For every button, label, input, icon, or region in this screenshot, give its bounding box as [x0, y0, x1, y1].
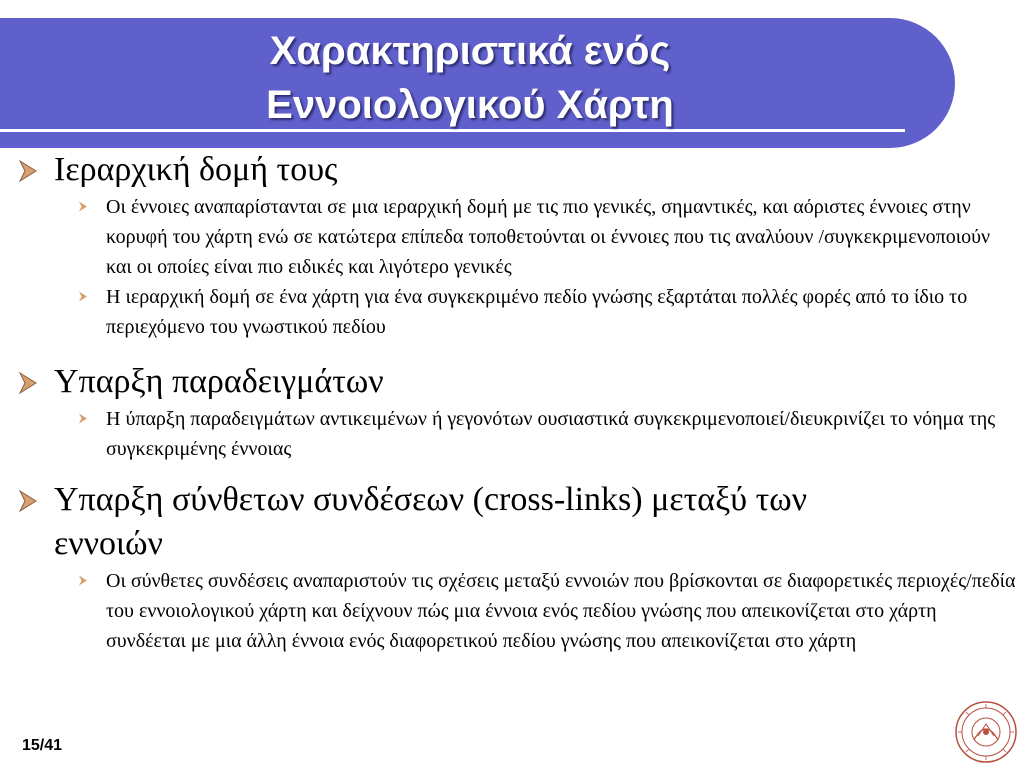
sub-bullet-item [18, 192, 1018, 282]
bullet-item [18, 148, 1018, 192]
sub-bullet-item [18, 566, 1018, 656]
sub-bullet-text: Η ιεραρχική δομή σε ένα χάρτη για ένα συγκεκριμένο πεδίο γνώσης εξαρτάται πολλές φορές από το ίδιο το περιεχόμενο του γνωστικού πεδίου [106, 286, 968, 338]
bullet-heading: Υπαρξη σύνθετων συνδέσεων (cross-links) μεταξύ των εννοιών [54, 481, 807, 562]
bullet-item [18, 478, 1018, 566]
sub-bullet-text: Οι έννοιες αναπαρίστανται σε μια ιεραρχική δομή με τις πιο γενικές, σημαντικές, και αόριστες έννοιες στην κορυφή του χάρτη ενώ σε κατώτερα επίπεδα τοποθετούνται οι έννοιες που τις αναλύουν /συγκεκριμενοποιούν και οι οποίες είναι πιο ειδικές και λιγότερο γενικές [106, 196, 991, 278]
sub-bullet-list [18, 404, 1018, 464]
arrowhead-bullet-icon [78, 201, 88, 212]
sub-bullet-list [18, 192, 1018, 342]
sub-bullet-item [18, 404, 1018, 464]
sub-bullet-list [18, 566, 1018, 656]
bullet-heading: Υπαρξη παραδειγμάτων [54, 363, 384, 400]
arrowhead-bullet-icon [78, 291, 88, 302]
slide-title-line-1: Χαρακτηριστικά ενός [269, 29, 671, 73]
arrowhead-bullet-icon [18, 490, 38, 512]
bullet-heading: Ιεραρχική δομή τους [54, 151, 338, 188]
page-number: 15/41 [22, 737, 63, 754]
slide-title-line-2: Εννοιολογικού Χάρτη [266, 83, 674, 127]
arrowhead-bullet-icon [78, 575, 88, 586]
bullet-item [18, 360, 1018, 404]
university-seal-icon [954, 700, 1018, 764]
sub-bullet-item [18, 282, 1018, 342]
sub-bullet-text: Οι σύνθετες συνδέσεις αναπαριστούν τις σχέσεις μεταξύ εννοιών που βρίσκονται σε διαφορετικές περιοχές/πεδία του εννοιολογικού χάρτη και δείχνουν πώς μια έννοια ενός πεδίου γνώσης που απεικονίζεται στο χάρτη συνδέεται με μια άλλη έννοια ενός διαφορετικού πεδίου γνώσης που απεικονίζεται στο χάρτη [106, 570, 1016, 652]
slide-body [18, 148, 1018, 656]
arrowhead-bullet-icon [18, 372, 38, 394]
slide-title [150, 24, 790, 132]
sub-bullet-text: Η ύπαρξη παραδειγμάτων αντικειμένων ή γεγονότων ουσιαστικά συγκεκριμενοποιεί/διευκρινίζει το νόημα της συγκεκριμένης έννοιας [106, 408, 996, 460]
arrowhead-bullet-icon [18, 160, 38, 182]
arrowhead-bullet-icon [78, 413, 88, 424]
